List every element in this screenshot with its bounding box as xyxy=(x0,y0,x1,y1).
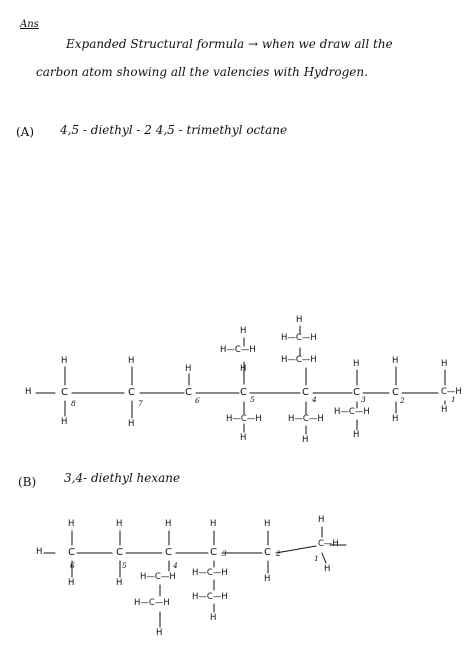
group-hch-b3: H—C—H xyxy=(192,568,228,578)
carbon-number-1-a: 1 xyxy=(451,395,456,404)
atom-h-b9: H xyxy=(210,613,217,623)
atom-h-a4: H xyxy=(128,356,135,366)
atom-c8-a: C xyxy=(61,387,68,398)
atom-c6-b: C xyxy=(68,547,75,558)
atom-h-a17: H xyxy=(441,405,448,415)
atom-c4-b: C xyxy=(165,547,172,558)
atom-h-a10: H xyxy=(296,315,303,325)
group-hch-a2: H—C—H xyxy=(226,414,262,424)
group-hch-b4: H—C—H xyxy=(192,592,228,602)
atom-c5-b: C xyxy=(116,547,123,558)
atom-h-b2: H xyxy=(68,519,75,529)
atom-h-a16: H xyxy=(441,359,448,369)
atom-h-a7: H xyxy=(240,326,247,336)
carbon-number-4-a: 4 xyxy=(312,395,317,404)
carbon-number-3-b: 3 xyxy=(222,549,227,558)
atom-h-b6: H xyxy=(165,519,172,529)
group-hch-b1: H—C—H xyxy=(140,572,176,582)
atom-h-b5: H xyxy=(116,578,123,588)
atom-c7-a: C xyxy=(128,387,135,398)
carbon-number-3-a: 3 xyxy=(361,395,366,404)
atom-h-a1: H xyxy=(25,387,32,397)
atom-c3-b: C xyxy=(210,547,217,558)
atom-h-b8: H xyxy=(210,519,217,529)
answer-label: Ans xyxy=(20,19,39,30)
carbon-number-2-a: 2 xyxy=(400,396,405,405)
atom-h-a3: H xyxy=(61,417,68,427)
carbon-number-5-b: 5 xyxy=(122,561,127,570)
group-ch-b1: C—H xyxy=(318,539,339,549)
atom-h-a15: H xyxy=(392,414,399,424)
group-hch-b2: H—C—H xyxy=(134,598,170,608)
atom-h-a13: H xyxy=(353,430,360,440)
atom-h-b12: H xyxy=(318,515,325,525)
part-b-name: 3,4- diethyl hexane xyxy=(64,471,181,485)
group-hch-a5: H—C—H xyxy=(288,414,324,424)
group-ch-a1: C—H xyxy=(441,387,462,397)
intro-line-2: carbon atom showing all the valencies with Hydrogen. xyxy=(36,65,368,79)
atom-h-b11: H xyxy=(264,574,271,584)
atom-c4-a: C xyxy=(302,387,309,398)
carbon-number-4-b: 4 xyxy=(173,561,178,570)
atom-h-a12: H xyxy=(353,359,360,369)
carbon-number-6-a: 6 xyxy=(195,396,200,405)
atom-h-b13: H xyxy=(324,564,331,574)
part-a-name: 4,5 - diethyl - 2 4,5 - trimethyl octane xyxy=(60,123,288,137)
group-hch-a1: H—C—H xyxy=(220,345,256,355)
atom-h-a8: H xyxy=(240,364,247,374)
atom-h-b7: H xyxy=(156,628,163,638)
group-hch-a3: H—C—H xyxy=(281,333,317,343)
atom-h-b1: H xyxy=(36,547,43,557)
part-a-label: (A) xyxy=(16,125,35,139)
atom-h-a2: H xyxy=(61,356,68,366)
atom-c2-a: C xyxy=(392,387,399,398)
group-hch-a4: H—C—H xyxy=(281,355,317,365)
carbon-number-6-b: 6 xyxy=(70,561,75,570)
part-b-label: (B) xyxy=(18,475,37,489)
atom-h-b3: H xyxy=(68,578,75,588)
atom-h-a11: H xyxy=(302,435,309,445)
carbon-number-7-a: 7 xyxy=(138,399,143,408)
atom-c5-a: C xyxy=(240,387,247,398)
atom-h-a9: H xyxy=(240,433,247,443)
carbon-number-5-a: 5 xyxy=(250,395,255,404)
atom-h-b4: H xyxy=(116,519,123,529)
atom-c6-a: C xyxy=(185,387,192,398)
intro-line-1: Expanded Structural formula → when we draw all the xyxy=(66,37,393,51)
atom-h-b10: H xyxy=(264,519,271,529)
atom-h-a5: H xyxy=(128,419,135,429)
atom-h-a6: H xyxy=(185,364,192,374)
group-hch-a6: H—C—H xyxy=(334,407,370,417)
atom-h-a14: H xyxy=(392,356,399,366)
carbon-number-2-b: 2 xyxy=(276,549,281,558)
atom-c2-b: C xyxy=(264,547,271,558)
carbon-number-8-a: 8 xyxy=(71,399,76,408)
atom-c3-a: C xyxy=(353,387,360,398)
carbon-number-1-b: 1 xyxy=(314,554,319,563)
